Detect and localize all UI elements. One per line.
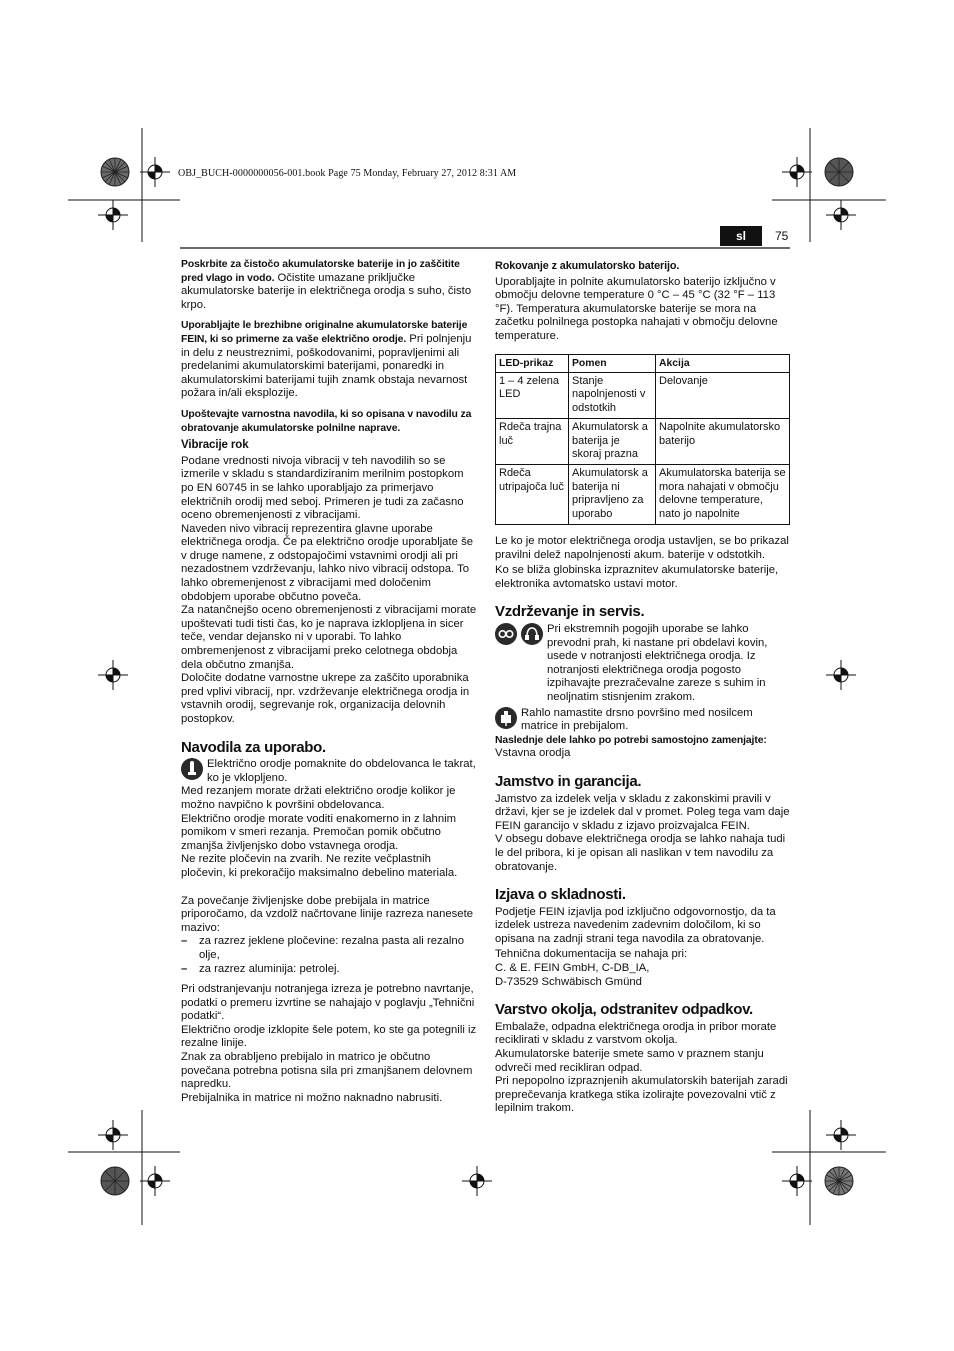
hand-tool-icon — [181, 758, 203, 780]
table-header-row — [496, 354, 790, 372]
bullet-item: – za razrez aluminija: petrolej. — [181, 962, 340, 975]
color-wheel-icon — [100, 157, 130, 187]
original-batteries-paragraph: Uporabljajte le brezhibne originalne akumulatorske baterije FEIN, ki so primerne za vaše električno orodje. Pri polnjenju in delu z neustreznimi, poškodovanimi, popravljenimi ali predelanimi akumulatorskimi baterijami, ponaredki in akumulatorskimi baterijami tujih znamk obstaja nevarnost požara in/ali eksplozije. — [181, 320, 472, 400]
service-note: Pri ekstremnih pogojih uporabe se lahko prevodni prah, ki nastane pri obdelavi kovin, usede v notranjosti električnega orodja. Iz notranjosti električnega orodja pogosto izpihavajte prezračevalne zareze s suhim in neoljnatim stisnjenim zrakom. — [495, 623, 791, 705]
instructions-text-5: Pri odstranjevanju notranjega izreza je potrebno navrtanje, podatki o premeru izvrtine se nahajajo v poglavju „Tehnični podatki“. — [181, 983, 475, 1023]
environment-text-2: Akumulatorske baterije smete samo v praznem stanju odvreči med recikliran odpad. — [495, 1048, 764, 1074]
instructions-text-2: Električno orodje morate voditi enakomerno in z lahnim pomikom v smeri rezanja. Premočan pomik občutno zmanjša življenjsko dobo vstavnega orodja. — [181, 812, 457, 852]
service-heading: Vzdrževanje in servis. — [495, 603, 645, 621]
instructions-text-8: Prebijalnika in matrice ni možno naknadno nabrusiti. — [181, 1091, 443, 1104]
led-table — [495, 354, 790, 525]
replaceable-part: Vstavna orodja — [495, 747, 571, 760]
goggles-icon — [495, 623, 517, 645]
instructions-text-1: Med rezanjem morate držati električno orodje kolikor je možno navpično k površini obdelovanca. — [181, 785, 456, 811]
charger-safety-paragraph: Upoštevajte varnostna navodila, ki so opisana v navodilu za obratovanje akumulatorske polnilne naprave. — [181, 408, 472, 434]
column-header: Akcija — [656, 354, 790, 372]
table-cell: Akumulatorsk a baterija ni pripravljeno za uporabo — [569, 465, 656, 525]
address-line: C. & E. FEIN GmbH, C-DB_IA, — [495, 962, 650, 975]
color-wheel-icon — [824, 157, 854, 187]
replaceable-parts-label: Naslednje dele lahko po potrebi samostojno zamenjajte: — [495, 734, 767, 746]
column-header: LED-prikaz — [496, 354, 569, 372]
table-cell: Delovanje — [656, 372, 790, 418]
table-cell: Napolnite akumulatorsko baterijo — [656, 419, 790, 465]
warranty-heading: Jamstvo in garancija. — [495, 772, 642, 790]
environment-text-1: Embalaže, odpadna električnega orodja in pribor morate reciklirati v skladu z varstvom okolja. — [495, 1020, 777, 1047]
table-row — [496, 372, 790, 418]
charge-display-text: Le ko je motor električnega orodja ustavljen, se bo prikazal pravilni delež napolnjenosti akum. baterije v odstotkih. — [495, 535, 789, 561]
instructions-heading: Navodila za uporabo. — [181, 738, 326, 756]
color-wheel-icon — [824, 1166, 854, 1196]
column-header: Pomen — [569, 354, 656, 372]
page-number: 75 — [775, 229, 789, 243]
left-column — [181, 258, 477, 1105]
registration-mark-icon — [140, 1166, 170, 1196]
vibration-text-1: Podane vrednosti nivoja vibracij v teh navodilih so se izmerile v skladu s standardiziranim merilnim postopkom po EN 60745 in se lahko uporabljajo za primerjavo električnih orodij med seboj. Primeren je tudi za začasno oceno obremenjenosti z vibracijami. — [181, 454, 464, 522]
instructions-text-3: Ne rezite pločevin na zvarih. Ne rezite večplastnih pločevin, ki prekoračijo maksimalno debelino materiala. — [181, 853, 458, 879]
registration-mark-icon — [782, 1166, 812, 1196]
conformity-text: Podjetje FEIN izjavlja pod izključno odgovornostjo, da ta izdelek ustreza navedenim zadevnim določilom, ki so opisana na zadnji strani tega navodila za obratovanje. — [495, 905, 776, 945]
registration-mark-icon — [140, 157, 170, 187]
vibration-text-4: Določite dodatne varnostne ukrepe za zaščito uporabnika pred vplivi vibracij, npr. vzdrževanje električnega orodja in vstavnih orodij, segrevanje rok, organizacija delovnih postopkov. — [181, 672, 470, 725]
registration-mark-icon — [462, 1166, 492, 1196]
color-wheel-icon — [100, 1166, 130, 1196]
table-cell: 1 – 4 zelena LED — [496, 372, 569, 418]
vibration-heading: Vibracije rok — [181, 439, 249, 452]
registration-mark-icon — [826, 1120, 856, 1150]
instructions-text-7: Znak za obrabljeno prebijalo in matrico je občutno povečana potrebna potisna sila pri zmanjšanem delovnem napredku. — [181, 1051, 473, 1091]
battery-clean-paragraph: Poskrbite za čistočo akumulatorske baterije in jo zaščitite pred vlago in vodo. Očistite umazane priključke akumulatorske baterije in električnega orodja s suho, čisto krpo. — [181, 259, 472, 311]
table-cell: Stanje napolnjenosti v odstotkih — [569, 372, 656, 418]
deep-discharge-text: Ko se bliža globinska izpraznitev akumulatorske baterije, elektronika avtomatsko ustavi motor. — [495, 564, 779, 590]
environment-heading: Varstvo okolja, odstranitev odpadkov. — [495, 1001, 753, 1019]
battery-handling-text: Uporabljajte in polnite akumulatorsko baterijo izključno v območju delovne temperature 0 °C – 45 °C (32 °F – 113 °F). Temperatura akumulatorske baterije se mora na začetku polnilnega postopka nahajati v območju delovne temperature. — [495, 275, 778, 342]
ear-protection-icon — [521, 623, 543, 645]
warranty-text-2: V obsegu dobave električnega orodja se lahko nahaja tudi le del pribora, ki je opisan ali naslikan v tem navodilu za obratovanje. — [495, 833, 786, 873]
address-line: D-73529 Schwäbisch Gmünd — [495, 975, 642, 988]
warranty-text-1: Jamstvo za izdelek velja v skladu z zakonskimi pravili v državi, kjer se je izdelek dal v promet. Poleg tega vam daje FEIN garancijo v skladu z izjavo proizvajalca FEIN. — [495, 792, 790, 832]
language-tab: sl — [720, 226, 762, 246]
vibration-text-2: Naveden nivo vibracij reprezentira glavne uporabe električnega orodja. Če pa električno orodje uporabljate še v druge namene, z odstopajočimi vstavnimi orodji ali pri nezadostnem vzdrževanju, lahko nivo vibracij odstopa. To lahko obremenjenost z vibracijami med določenim obdobjem uporabe občutno poveča. — [181, 522, 474, 603]
battery-handling-heading: Rokovanje z akumulatorsko baterijo. — [495, 260, 680, 272]
table-cell: Rdeča utripajoča luč — [496, 465, 569, 525]
grease-icon — [495, 707, 517, 729]
right-column — [495, 258, 791, 1116]
registration-mark-icon — [826, 660, 856, 690]
book-stamp: OBJ_BUCH-0000000056-001.book Page 75 Monday, February 27, 2012 8:31 AM — [178, 168, 517, 179]
table-cell: Akumulatorsk a baterija je skoraj prazna — [569, 419, 656, 465]
switch-on-note: Električno orodje pomaknite do obdelovanca le takrat, ko je vklopljeno. — [181, 758, 477, 785]
environment-text-3: Pri nepopolno izpraznjenih akumulatorskih baterijah zaradi preprečevanja kratkega stika izolirajte povezovalni vtič z lepilnim trakom. — [495, 1075, 788, 1115]
vibration-text-3: Za natančnejšo oceno obremenjenosti z vibracijami morate upoštevati tudi tisti čas, ko je naprava izklopljena in sicer teče, vendar dejansko ni v uporabi. To lahko ombremenjenost z vibracijami preko celotnega obdobja dela občutno zmanjša. — [181, 604, 477, 671]
registration-mark-icon — [782, 157, 812, 187]
instructions-text-6: Električno orodje izklopite šele potem, ko ste ga potegnili iz rezalne linije. — [181, 1023, 477, 1050]
registration-mark-icon — [98, 660, 128, 690]
registration-mark-icon — [98, 200, 128, 230]
conformity-heading: Izjava o skladnosti. — [495, 886, 626, 904]
registration-mark-icon — [826, 200, 856, 230]
bullet-item: – za razrez jeklene pločevine: rezalna pasta ali rezalno olje, — [181, 935, 464, 961]
registration-mark-icon — [98, 1120, 128, 1150]
table-cell: Rdeča trajna luč — [496, 419, 569, 465]
tech-doc-label: Tehnična dokumentacija se nahaja pri: — [495, 948, 688, 961]
lubrication-note: Rahlo namastite drsno površino med nosilcem matrice in prebijalom. — [495, 707, 791, 734]
table-row — [496, 419, 790, 465]
instructions-text-4: Za povečanje življenjske dobe prebijala in matrice priporočamo, da vzdolž načrtovane linije razreza nanesete mazivo: — [181, 894, 473, 934]
table-row — [496, 465, 790, 525]
table-cell: Akumulatorska baterija se mora nahajati v območju delovne temperature, nato jo napolnite — [656, 465, 790, 525]
